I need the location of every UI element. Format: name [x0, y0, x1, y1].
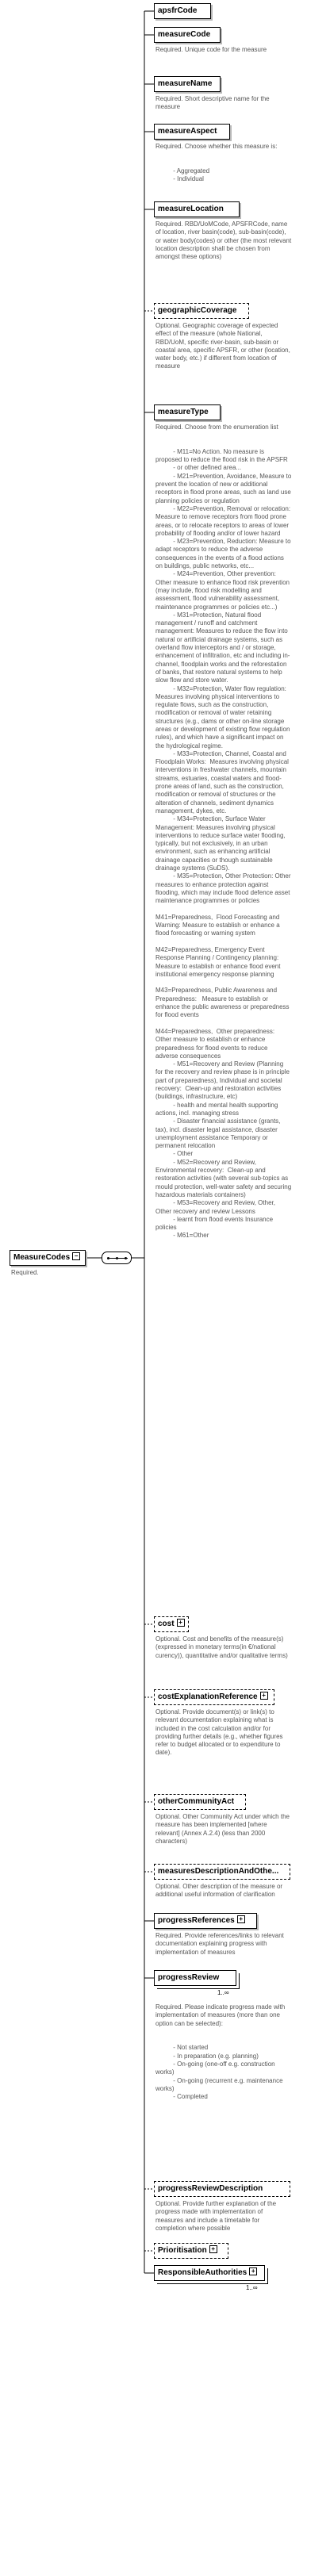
element-doc: Required. Provide references/links to relevant documentation explaining progress with implementation of measures — [155, 1932, 286, 1956]
expand-icon[interactable]: + — [209, 2245, 217, 2253]
root-element-name: MeasureCodes — [13, 1253, 71, 1262]
occurrence-label: 1..∞ — [217, 1989, 229, 1996]
expand-icon[interactable]: + — [177, 1619, 185, 1627]
element-name: measureLocation — [158, 205, 224, 213]
element-name: otherCommunityAct — [158, 1797, 235, 1806]
occurrence-label: 1..∞ — [246, 2284, 258, 2291]
expand-icon[interactable]: + — [237, 1915, 245, 1923]
element-doc: Optional. Other description of the measure or additional useful information of clarification — [155, 1883, 285, 1899]
element-name: measureAspect — [158, 127, 217, 136]
element-box-7[interactable] — [154, 1616, 189, 1632]
element-doc: Required. RBD/UoMCode, APSFRCode, name of location, river basin(code), sub-basin(code), or water body(codes) or other (the most relevant location description shall be chosen from amongst these options) — [155, 220, 294, 261]
element-box-2[interactable] — [154, 76, 221, 92]
element-name: ResponsibleAuthorities — [158, 2268, 248, 2277]
element-doc: Required. Choose whether this measure is: - Aggregated - Individual — [155, 143, 278, 183]
element-doc: Required. Unique code for the measure — [155, 46, 267, 53]
element-doc: Optional. Provide document(s) or link(s) to relevant documentation explaining what is included in the cost calculation and/or for providing further details (e.g., whether figures refer to budget allocated or to expenditure to date). — [155, 1708, 285, 1757]
element-box-8[interactable] — [154, 1689, 274, 1705]
element-name: measureCode — [158, 30, 211, 39]
element-box-5[interactable] — [154, 303, 249, 319]
element-box-4[interactable] — [154, 201, 240, 217]
element-name: progressReviewDescription — [158, 2184, 263, 2193]
expand-icon[interactable]: + — [249, 2267, 257, 2275]
element-name: Prioritisation — [158, 2246, 207, 2255]
element-name: measureType — [158, 408, 209, 416]
element-doc: Optional. Cost and benefits of the measure(s) (expressed in monetary terms(in €/national curency)), quantitative and/or qualitative terms) — [155, 1635, 288, 1659]
expand-icon[interactable]: + — [260, 1692, 268, 1700]
element-box-0[interactable] — [154, 3, 211, 19]
element-doc: Required. Choose from the enumeration list - M11=No Action. No measure is proposed to reduce the flood risk in the APSFR - or other defined area... - M21=Prevention, Avoidance, Measure to prevent the location of new or additional receptors in flood prone areas, such as land use planning policies or regulation - M22=Prevention, Removal or relocation: Measure to remove receptors from flood prone areas, or to relocate receptors to areas of lower probability of flooding and/or of lower hazard - M23=Prevention, Reduction: Measure to adapt receptors to reduce the adverse consequences in the events of a flood actions on buildings, public networks, etc... - M24=Prevention, Other prevention: Other measure to enhance flood risk prevention (may include, flood risk modelling and assessment, flood vulnerability assessment, maintenance programmes or policies etc...) - M31=Protection, Natural flood management / runoff and catchment management: Measures to reduce the flow into natural or artificial drainage systems, such as overland flow interceptors and / or storage, enhancement of infiltration, etc and including in-channel, floodplain works and the reforestation of banks, that restore natural systems to help slow flow and store water. - M32=Protection, Water flow regulation: Measures involving physical interventions to regulate flows, such as the construction, modification or removal of water retaining structures (e.g., dams or other on-line storage areas or development of existing flow regulation rules), and which have a significant impact on the hydrological regime. - M33=Protection, Channel, Coastal and Floodplain Works: Measures involving physical interventions in freshwater channels, mountain streams, estuaries, coastal waters and flood- prone areas of land, such as the construction, modification or removal of structures or the alteration of channels, sediment dynamics management, dykes, etc. - M34=Protection, Surface Water Management: Measures involving physical interventions to reduce surface water flooding, typically, but not exclusively, in an urban environment, such as enhancing artificial drainage capacities or though sustainable drainage systems (SuDS). - M35=Protection, Other Protection: Other measures to enhance protection against flooding, which may include flood defence asset maintenance programmes or policies M41=Preparedness, Flood Forecasting and Warning: Measure to establish or enhance a flood forecasting or warning system M42=Preparedness, Emergency Event Response Planning / Contingency planning: Measure to establish or enhance flood event institutional emergency response planning M43=Preparedness, Public Awareness and Preparedness: Measure to establish or enhance the public awareness or preparedness for flood events M44=Preparedness, Other preparedness: Other measure to establish or enhance preparedness for flood events to reduce adverse consequences - M51=Recovery and Review (Planning for the recovery and review phase is in principle part of preparedness), Individual and societal recovery: Clean-up and restoration activities (buildings, infrastructure, etc) - health and mental health supporting actions, incl. managing stress - Disaster financial assistance (grants, tax), incl. disaster legal assistance, disaster unemployment assistance Temporary or permanent relocation - Other - M52=Recovery and Review, Environmental recovery: Clean-up and restoration activities (with several sub-topics as mould protection, well-water safety and securing hazardous materials containers) - M53=Recovery and Review, Other, Other recovery and review Lessons - learnt from flood events Insurance policies - M61=Other — [155, 424, 292, 1240]
element-name: cost — [158, 1620, 175, 1628]
element-name: geographicCoverage — [158, 306, 237, 315]
element-box-1[interactable] — [154, 27, 221, 43]
element-doc: Required. Please indicate progress made with implementation of measures (more than one option can be selected): - Not started - In preparation (e.g. planning) - On-going (one-off e.g. construction works) - On-going (recurrent e.g. maintenance works) - Completed — [155, 2003, 286, 2101]
element-box-15[interactable] — [154, 2265, 265, 2281]
element-box-10[interactable] — [154, 1864, 290, 1880]
element-name: costExplanationReference — [158, 1692, 258, 1701]
root-element-box[interactable] — [10, 1250, 86, 1266]
element-box-13[interactable] — [154, 2181, 290, 2197]
element-box-14[interactable] — [154, 2243, 228, 2259]
element-name: apsfrCode — [158, 6, 198, 15]
sequence-compositor-icon — [102, 1252, 132, 1264]
element-name: measuresDescriptionAndOthe... — [158, 1867, 279, 1876]
element-box-3[interactable] — [154, 124, 230, 140]
element-box-9[interactable] — [154, 1794, 246, 1810]
element-box-12[interactable] — [154, 1970, 236, 1986]
element-name: progressReview — [158, 1973, 220, 1982]
element-box-11[interactable] — [154, 1913, 257, 1929]
element-name: measureName — [158, 79, 213, 88]
element-doc: Required. Short descriptive name for the measure — [155, 95, 271, 111]
element-box-6[interactable] — [154, 404, 221, 420]
element-doc: Optional. Provide further explanation of the progress made with implementation of measures and include a timetable for completion where possible — [155, 2200, 278, 2232]
root-element-doc: Required. — [11, 1269, 39, 1276]
element-doc: Optional. Other Community Act under which the measure has been implemented [where relevant] (Annex A.2.4) (less than 2000 characters) — [155, 1813, 292, 1845]
element-name: progressReferences — [158, 1916, 235, 1925]
element-doc: Optional. Geographic coverage of expected effect of the measure (whole National, RBD/UoM, specific river-basin, sub-basin or coastal area, specific APSFR, or other (location, water body, etc.) if different from location of measure — [155, 322, 293, 370]
expand-icon[interactable]: − — [72, 1252, 80, 1260]
